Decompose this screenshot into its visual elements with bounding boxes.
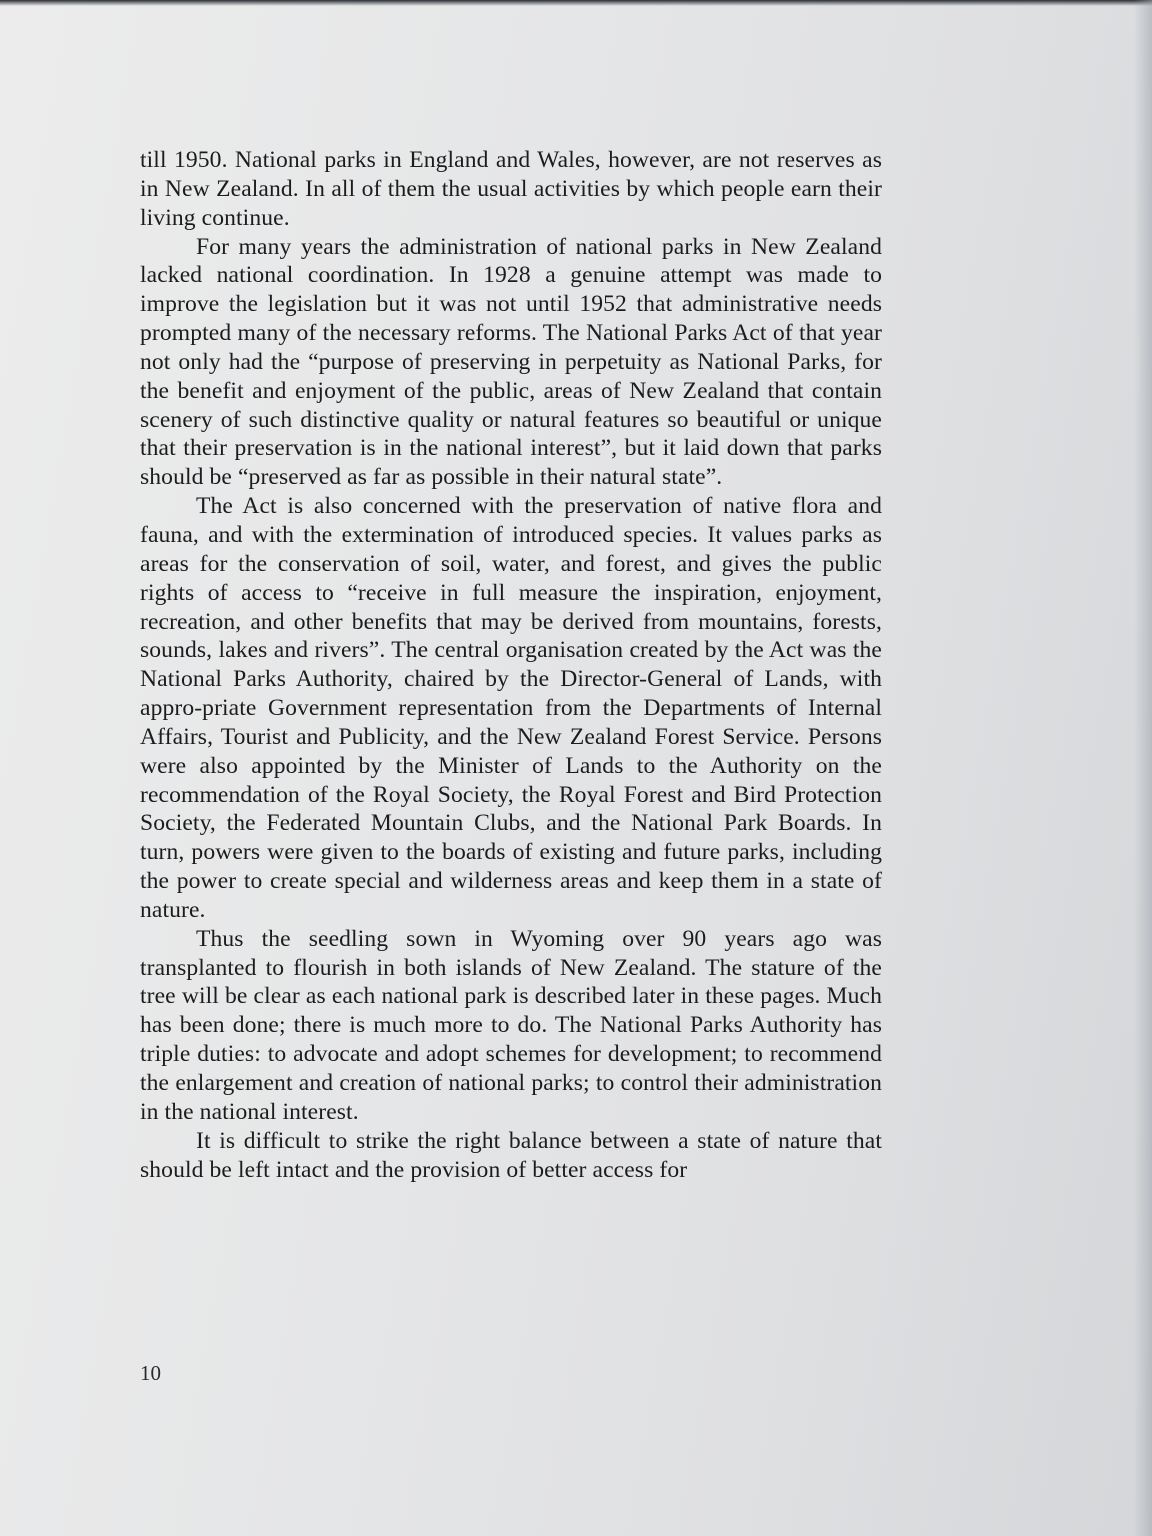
page-right-edge-shadow — [1134, 0, 1152, 1536]
paragraph-3: The Act is also concerned with the preservation of native flora and fauna, and with the extermination of introduced species. It values parks as areas for the conservation of soil, water, and forest, and gives the public rights of access to “receive in full measure the inspiration, enjoyment, recreation, and other benefits that may be derived from mountains, forests, sounds, lakes and rivers”. The central organisation created by the Act was the National Parks Authority, chaired by the Director-General of Lands, with appro-priate Government representation from the Departments of Internal Affairs, Tourist and Publicity, and the New Zealand Forest Service. Persons were also appointed by the Minister of Lands to the Authority on the recommendation of the Royal Society, the Royal Forest and Bird Protection Society, the Federated Mountain Clubs, and the National Park Boards. In turn, powers were given to the boards of existing and future parks, including the power to create special and wilderness areas and keep them in a state of nature. — [140, 493, 882, 923]
paragraph-1: till 1950. National parks in England and Wales, however, are not reserves as in New Zealand. In all of them the usual activities by which people earn their living continue. — [140, 147, 882, 231]
paragraph-2: For many years the administration of national parks in New Zealand lacked national coordination. In 1928 a genuine attempt was made to improve the legislation but it was not until 1952 that administrative needs prompted many of the necessary reforms. The National Parks Act of that year not only had the “purpose of preserving in perpetuity as National Parks, for the benefit and enjoyment of the public, areas of New Zealand that contain scenery of such distinctive quality or natural features so beautiful or unique that their preservation is in the national interest”, but it laid down that parks should be “preserved as far as possible in their natural state”. — [140, 233, 882, 491]
paragraph-4: Thus the seedling sown in Wyoming over 90 years ago was transplanted to flourish in both islands of New Zealand. The stature of the tree will be clear as each national park is described later in these pages. Much has been done; there is much more to do. The National Parks Authority has triple duties: to advocate and adopt schemes for development; to recommend the enlargement and creation of national parks; to control their administration in the national interest. — [140, 925, 882, 1125]
page-top-edge-shadow — [0, 0, 1152, 6]
paragraph-5: It is difficult to strike the right balance between a state of nature that should be left intact and the provision of better access for — [140, 1127, 882, 1183]
body-text — [140, 146, 882, 1184]
page-number: 10 — [140, 1361, 161, 1385]
